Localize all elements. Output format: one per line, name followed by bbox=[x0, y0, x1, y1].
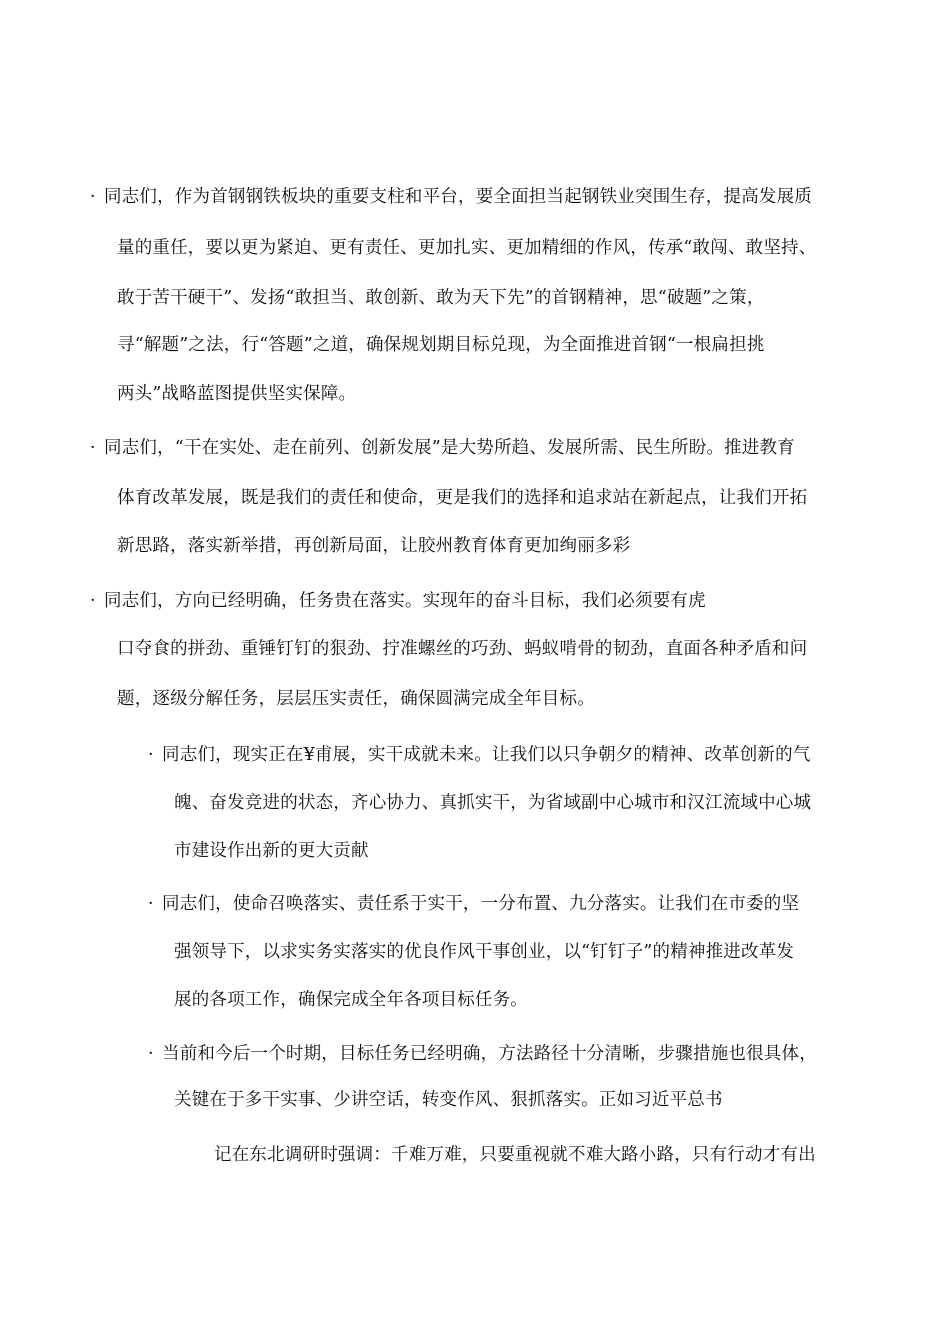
paragraph-4-line-2: 魄、奋发竞进的状态，齐心协力、真抓实干，为省域副中心城市和汉江流域中心城 bbox=[174, 793, 812, 813]
paragraph-2-line-2: 体育改革发展，既是我们的责任和使命，更是我们的选择和追求站在新起点，让我们开拓 bbox=[117, 488, 808, 508]
paragraph-1-line-3: 敢于苦干硬干”、发扬“敢担当、敢创新、敢为天下先”的首钢精神，思“破题”之策， bbox=[117, 288, 765, 308]
paragraph-5-line-2: 强领导下，以求实务实落实的优良作风干事创业，以“钉钉子”的精神推进改革发 bbox=[174, 942, 795, 962]
paragraph-3-line-2: 口夺食的拼劲、重锤钉钉的狠劲、拧准螺丝的巧劲、蚂蚁啃骨的韧劲，直面各种矛盾和问 bbox=[117, 639, 808, 659]
paragraph-2-line-1: · 同志们，“干在实处、走在前列、创新发展”是大势所趋、发展所需、民生所盼。推进教育 bbox=[90, 438, 795, 458]
bullet-marker: · bbox=[90, 438, 96, 458]
paragraph-6-line-2: 关键在于多干实事、少讲空话，转变作风、狠抓落实。正如习近平总书 bbox=[174, 1090, 723, 1110]
paragraph-4-line-1: · 同志们，现实正在¥甫展，实干成就未来。让我们以只争朝夕的精神、改革创新的气 bbox=[148, 745, 811, 765]
bullet-marker: · bbox=[148, 894, 154, 914]
paragraph-6-line-3: 记在东北调研时强调：千难万难，只要重视就不难大路小路，只有行动才有出 bbox=[214, 1145, 816, 1165]
paragraph-4-line-3: 市建设作出新的更大贡献 bbox=[174, 841, 369, 861]
paragraph-1-line-4: 寻“解题”之法，行“答题”之道，确保规划期目标兑现，为全面推进首钢“一根扁担挑 bbox=[117, 335, 765, 355]
paragraph-5-line-1: · 同志们，使命召唤落实、责任系于实干，一分布置、九分落实。让我们在市委的坚 bbox=[148, 894, 800, 914]
bullet-marker: · bbox=[148, 745, 154, 765]
bullet-marker: · bbox=[90, 591, 96, 611]
paragraph-1-line-1: · 同志们，作为首钢钢铁板块的重要支柱和平台，要全面担当起钢铁业突围生存，提高发展质 bbox=[90, 187, 812, 207]
bullet-marker: · bbox=[148, 1044, 154, 1064]
paragraph-6-line-1: · 当前和今后一个时期，目标任务已经明确，方法路径十分清晰，步骤措施也很具体， bbox=[148, 1044, 817, 1064]
paragraph-5-line-3: 展的各项工作，确保完成全年各项目标任务。 bbox=[174, 990, 528, 1010]
paragraph-2-line-3: 新思路，落实新举措，再创新局面，让胶州教育体育更加绚丽多彩 bbox=[117, 536, 631, 556]
paragraph-1-line-2: 量的重任，要以更为紧迫、更有责任、更加扎实、更加精细的作风，传承“敢闯、敢坚持、 bbox=[117, 238, 817, 258]
paragraph-3-line-3: 题，逐级分解任务，层层压实责任，确保圆满完成全年目标。 bbox=[117, 689, 595, 709]
bullet-marker: · bbox=[90, 187, 96, 207]
paragraph-3-line-1: · 同志们，方向已经明确，任务贵在落实。实现年的奋斗目标，我们必须要有虎 bbox=[90, 591, 706, 611]
paragraph-1-line-5: 两头”战略蓝图提供坚实保障。 bbox=[117, 384, 357, 404]
